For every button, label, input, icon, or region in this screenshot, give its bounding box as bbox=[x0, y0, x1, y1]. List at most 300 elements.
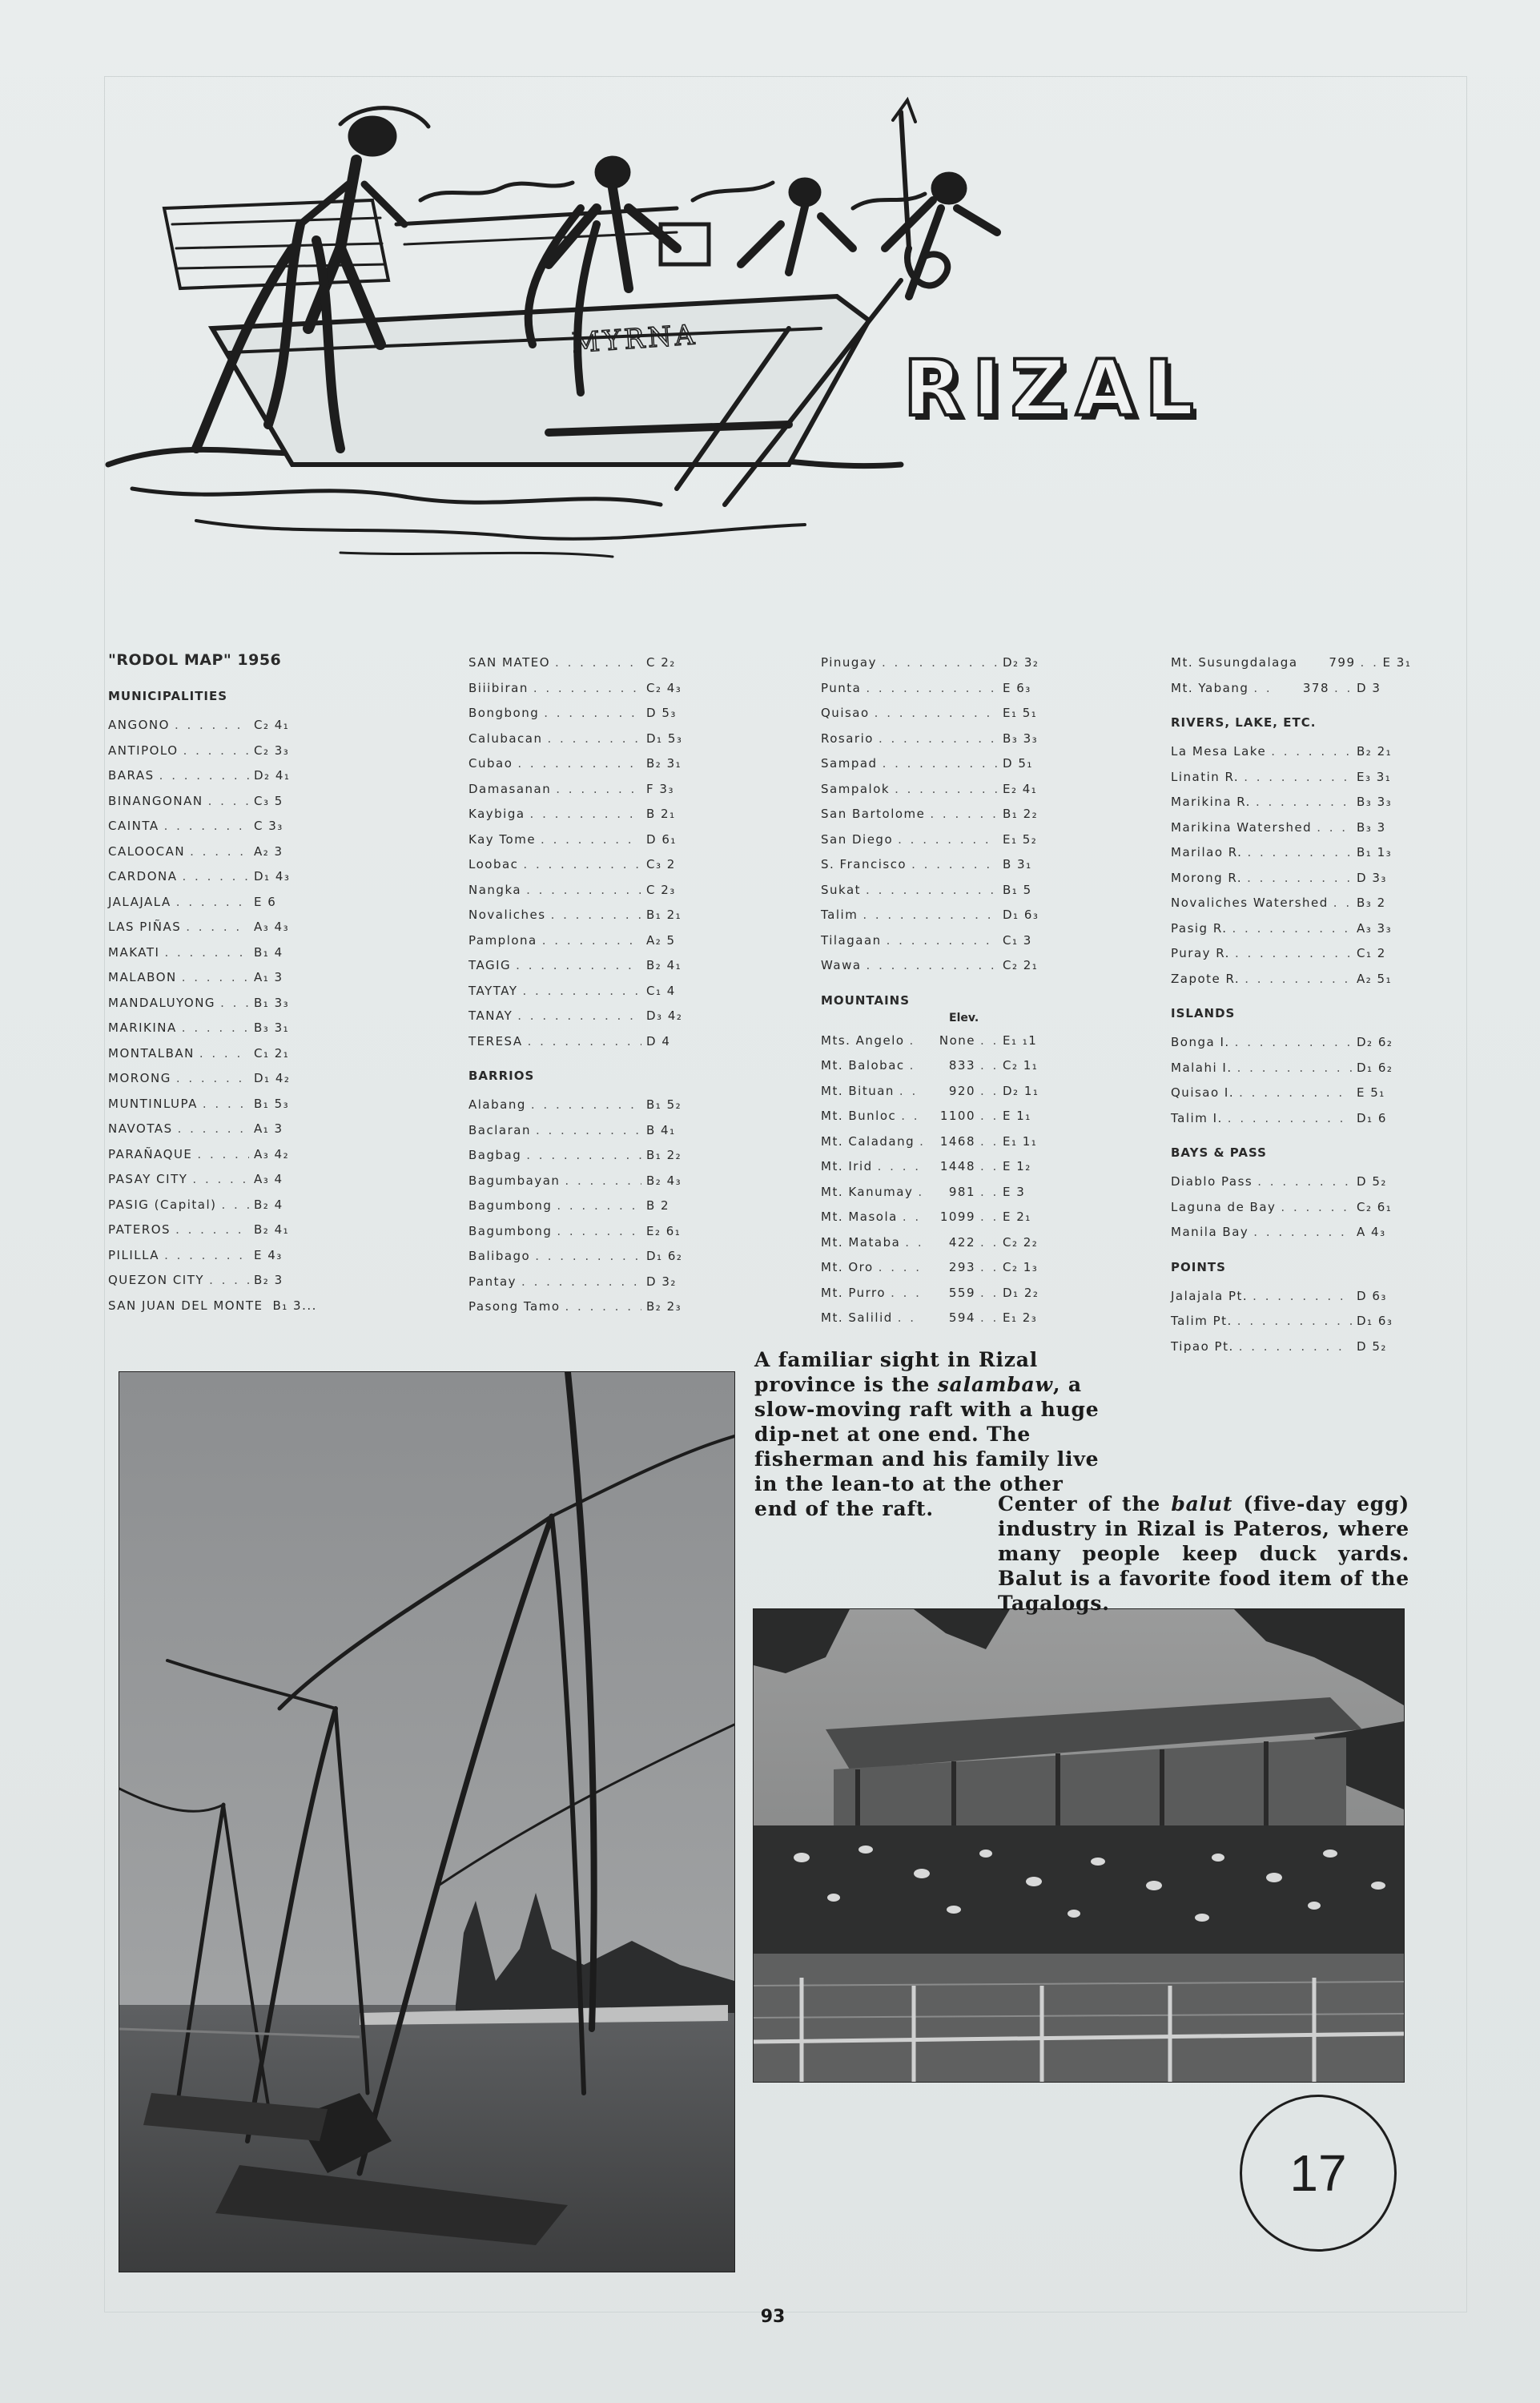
entry-name: San Diego bbox=[821, 831, 894, 847]
entry-grid-reference: D₁ 6₃ bbox=[1357, 1314, 1393, 1328]
entry-name: Tipao Pt. bbox=[1171, 1338, 1234, 1354]
entry-name: TAYTAY bbox=[468, 983, 518, 998]
entry-name: Pantay bbox=[468, 1274, 517, 1289]
leader-dots bbox=[980, 1281, 1003, 1306]
entry-name: Mt. Masola bbox=[821, 1210, 898, 1224]
entry-grid-reference: E 3₁ bbox=[1382, 655, 1412, 670]
index-entry bbox=[468, 777, 693, 803]
entry-name: Marikina Watershed bbox=[1171, 819, 1313, 835]
entry-grid-reference: B₃ 3₃ bbox=[1357, 795, 1393, 809]
entry-grid-reference: B₁ 5₂ bbox=[646, 1097, 682, 1112]
index-entry bbox=[468, 676, 693, 702]
index-entry bbox=[1171, 1195, 1403, 1221]
leader-dots bbox=[199, 1041, 249, 1067]
elevation-header: Elev. bbox=[949, 1011, 979, 1024]
leader-dots bbox=[182, 965, 249, 991]
caption-1-text-a: A familiar sight in Rizal province is the bbox=[754, 1348, 1039, 1396]
leader-dots bbox=[1271, 739, 1352, 765]
entry-name: BARAS bbox=[108, 768, 155, 783]
index-entry bbox=[1171, 815, 1403, 841]
entry-name: Wawa bbox=[821, 958, 862, 972]
entry-name: Bagumbong bbox=[468, 1223, 553, 1238]
leader-dots bbox=[901, 1104, 923, 1129]
index-entry bbox=[108, 1041, 300, 1067]
entry-name: Marilao R. bbox=[1171, 845, 1243, 859]
entry-grid-reference: C₂ 2₂ bbox=[1003, 1234, 1039, 1250]
index-entry bbox=[108, 864, 300, 890]
entry-elevation: 1100 bbox=[939, 1109, 975, 1123]
index-entry bbox=[108, 1294, 317, 1319]
entry-grid-reference: D₂ 4₁ bbox=[254, 768, 291, 783]
entry-name: Pasig R. bbox=[1171, 920, 1228, 936]
index-entry bbox=[821, 1281, 1049, 1306]
index-entry bbox=[821, 676, 1049, 702]
leader-dots bbox=[565, 1294, 641, 1320]
salambaw-photo bbox=[119, 1371, 735, 2272]
leader-dots bbox=[526, 1143, 641, 1169]
index-entry bbox=[1171, 1309, 1403, 1334]
leader-dots bbox=[980, 1154, 1003, 1180]
entry-name: Mt. Mataba bbox=[821, 1234, 901, 1250]
leader-dots bbox=[221, 1193, 249, 1218]
entry-grid-reference: B₂ 4₁ bbox=[254, 1222, 290, 1237]
index-entry bbox=[1171, 1081, 1403, 1106]
section-heading-points: POINTS bbox=[1171, 1259, 1226, 1274]
leader-dots bbox=[203, 1092, 249, 1117]
leader-dots bbox=[517, 751, 641, 777]
entry-grid-reference: C₂ 4₁ bbox=[254, 718, 290, 732]
index-entry bbox=[821, 1154, 1049, 1180]
index-entry bbox=[821, 1028, 1049, 1054]
entry-grid-reference: B₂ 3 bbox=[254, 1273, 283, 1287]
index-entry bbox=[468, 1029, 693, 1055]
index-entry bbox=[1171, 840, 1403, 866]
leader-dots bbox=[541, 827, 641, 853]
index-entry bbox=[468, 878, 693, 904]
leader-dots bbox=[1228, 1106, 1352, 1132]
index-entry bbox=[821, 878, 1049, 904]
entry-elevation: 422 bbox=[948, 1234, 975, 1250]
leader-dots bbox=[1237, 1309, 1352, 1334]
entry-grid-reference: B₂ 4 bbox=[254, 1197, 283, 1212]
entry-name: SAN JUAN DEL MONTE bbox=[108, 1298, 263, 1313]
mountains-list-continued bbox=[1171, 650, 1412, 701]
entry-grid-reference: C₁ 3 bbox=[1003, 932, 1032, 948]
entry-name: PILILLA bbox=[108, 1247, 160, 1262]
index-entry bbox=[468, 1118, 693, 1144]
entry-elevation: 293 bbox=[948, 1260, 975, 1274]
index-entry bbox=[468, 701, 693, 727]
barrios-list bbox=[468, 1093, 693, 1320]
entry-grid-reference: B₁ 5 bbox=[1003, 882, 1032, 897]
leader-dots bbox=[175, 1218, 249, 1243]
index-column-3 bbox=[821, 650, 1049, 1331]
entry-grid-reference: B 2₁ bbox=[646, 807, 676, 821]
entry-name: SAN MATEO bbox=[468, 655, 551, 670]
index-entry bbox=[821, 777, 1049, 803]
leader-dots bbox=[197, 1142, 249, 1168]
entry-name: LAS PIÑAS bbox=[108, 920, 182, 934]
leader-dots bbox=[910, 1053, 923, 1079]
entry-name: Bagbag bbox=[468, 1148, 522, 1162]
index-entry bbox=[468, 1093, 693, 1118]
entry-name: Marikina R. bbox=[1171, 795, 1251, 809]
leader-dots bbox=[1244, 967, 1352, 992]
index-entry bbox=[1171, 739, 1403, 765]
index-entry bbox=[1171, 650, 1412, 676]
entry-grid-reference: C₂ 6₁ bbox=[1357, 1199, 1393, 1214]
leader-dots bbox=[1239, 1081, 1352, 1106]
entry-elevation: 594 bbox=[948, 1310, 975, 1325]
entry-name: Baclaran bbox=[468, 1122, 531, 1137]
leader-dots bbox=[159, 763, 249, 789]
leader-dots bbox=[980, 1230, 1003, 1256]
entry-name: Cubao bbox=[468, 756, 513, 771]
entry-name: Jalajala Pt. bbox=[1171, 1288, 1248, 1303]
entry-name: Malahi I. bbox=[1171, 1060, 1232, 1075]
entry-grid-reference: D 3 bbox=[1357, 680, 1381, 695]
index-entry bbox=[108, 915, 300, 940]
leader-dots bbox=[208, 789, 249, 815]
entry-grid-reference: B₂ 4₃ bbox=[646, 1173, 682, 1188]
leader-dots bbox=[533, 676, 641, 702]
leader-dots bbox=[192, 1167, 249, 1193]
leader-dots bbox=[930, 802, 998, 827]
index-entry bbox=[468, 751, 693, 777]
entry-name: Manila Bay bbox=[1171, 1225, 1249, 1239]
leader-dots bbox=[164, 940, 249, 966]
index-entry bbox=[821, 1255, 1049, 1281]
entry-grid-reference: D 6₁ bbox=[646, 831, 677, 847]
map-title: "RODOL MAP" 1956 bbox=[108, 651, 282, 669]
entry-elevation: 1448 bbox=[939, 1159, 975, 1173]
entry-grid-reference: D₁ 4₂ bbox=[254, 1071, 291, 1085]
entry-name: Talim I. bbox=[1171, 1110, 1223, 1125]
entry-grid-reference: E₁ 1₁ bbox=[1003, 1133, 1038, 1149]
index-entry bbox=[468, 928, 693, 954]
entry-grid-reference: D₂ 1₁ bbox=[1003, 1083, 1039, 1098]
entry-elevation: 378 bbox=[1302, 680, 1329, 695]
leader-dots bbox=[1237, 1056, 1352, 1081]
leader-dots bbox=[526, 878, 641, 904]
entry-grid-reference: C₂ 3₃ bbox=[254, 743, 290, 758]
entry-grid-reference: B₁ 1₃ bbox=[1357, 845, 1393, 859]
section-heading-barrios: BARRIOS bbox=[468, 1069, 535, 1083]
entry-name: Mt. Bunloc bbox=[821, 1109, 897, 1123]
entry-name: Rosario bbox=[821, 731, 874, 746]
leader-dots bbox=[883, 751, 998, 777]
entry-name: MARIKINA bbox=[108, 1020, 177, 1035]
index-entry bbox=[468, 1169, 693, 1194]
entry-grid-reference: B₁ 2₂ bbox=[646, 1148, 682, 1162]
index-entry bbox=[108, 763, 300, 789]
index-column-1 bbox=[108, 650, 317, 1318]
entry-grid-reference: B₃ 3₁ bbox=[254, 1020, 290, 1035]
leader-dots bbox=[879, 727, 998, 752]
index-entry bbox=[108, 1016, 300, 1041]
entry-name: NAVOTAS bbox=[108, 1121, 173, 1136]
index-entry bbox=[1171, 916, 1403, 942]
index-entry bbox=[1171, 1106, 1403, 1132]
entry-grid-reference: D₁ 4₃ bbox=[254, 869, 291, 884]
leader-dots bbox=[557, 1219, 641, 1245]
section-heading-islands: ISLANDS bbox=[1171, 1006, 1236, 1020]
entry-elevation: 799 bbox=[1329, 655, 1356, 670]
entry-name: Damasanan bbox=[468, 781, 552, 796]
caption-balut bbox=[998, 1491, 1409, 1616]
entry-grid-reference: E 4₃ bbox=[254, 1247, 283, 1262]
entry-name: Quisao bbox=[821, 706, 870, 720]
entry-name: ANTIPOLO bbox=[108, 743, 179, 758]
index-entry bbox=[468, 1270, 693, 1295]
entry-grid-reference: C 2₃ bbox=[646, 882, 676, 897]
caption-2-text-b: (five-day egg) industry in Rizal is Pateros, where many people keep duck yards. Balut is a favorite food item of the Tagalogs. bbox=[998, 1492, 1409, 1615]
entry-grid-reference: B 3₁ bbox=[1003, 857, 1032, 871]
leader-dots bbox=[190, 839, 249, 865]
entry-name: Bongbong bbox=[468, 706, 540, 720]
leader-dots bbox=[887, 928, 998, 954]
index-entry bbox=[821, 953, 1049, 979]
index-entry bbox=[1171, 765, 1403, 791]
leader-dots bbox=[898, 1306, 923, 1331]
entry-elevation: 920 bbox=[948, 1083, 975, 1098]
entry-name: Diablo Pass bbox=[1171, 1174, 1253, 1189]
section-heading-bays: BAYS & PASS bbox=[1171, 1145, 1267, 1160]
entry-name: CALOOCAN bbox=[108, 843, 186, 859]
leader-dots bbox=[875, 701, 998, 727]
leader-dots bbox=[918, 1180, 923, 1206]
leader-dots bbox=[565, 1169, 641, 1194]
entry-name: PASIG (Capital) bbox=[108, 1197, 217, 1212]
entry-name: Balibago bbox=[468, 1249, 531, 1263]
leader-dots bbox=[528, 1029, 641, 1055]
duck-yard-photo bbox=[753, 1608, 1405, 2083]
entry-name: Mt. Caladang bbox=[821, 1133, 915, 1149]
leader-dots bbox=[548, 727, 642, 752]
entry-name: Nangka bbox=[468, 882, 522, 897]
index-entry bbox=[468, 903, 693, 928]
entry-grid-reference: E 3 bbox=[1003, 1184, 1026, 1199]
entry-name: S. Francisco bbox=[821, 857, 907, 871]
index-entry bbox=[108, 814, 300, 839]
index-entry bbox=[821, 751, 1049, 777]
entry-name: Pamplona bbox=[468, 932, 537, 948]
leader-dots bbox=[517, 1004, 641, 1029]
region-number-badge: 17 bbox=[1240, 2095, 1397, 2252]
index-entry bbox=[468, 979, 693, 1004]
entry-grid-reference: A₃ 3₃ bbox=[1357, 920, 1393, 936]
entry-name: Kay Tome bbox=[468, 831, 537, 847]
entry-grid-reference: A₃ 4 bbox=[254, 1172, 283, 1186]
entry-name: Alabang bbox=[468, 1097, 526, 1112]
bays-list bbox=[1171, 1169, 1403, 1246]
leader-dots bbox=[1253, 676, 1277, 702]
leader-dots bbox=[980, 1079, 1003, 1105]
leader-dots bbox=[164, 1243, 249, 1269]
entry-grid-reference: C₁ 4 bbox=[646, 983, 676, 998]
leader-dots bbox=[1239, 1334, 1352, 1360]
section-heading-rivers: RIVERS, LAKE, ETC. bbox=[1171, 715, 1317, 730]
leader-dots bbox=[1235, 1030, 1352, 1056]
index-entry bbox=[468, 727, 693, 752]
entry-grid-reference: A₂ 5 bbox=[646, 932, 676, 948]
leader-dots bbox=[980, 1028, 1003, 1054]
entry-grid-reference: E₁ 5₁ bbox=[1003, 706, 1038, 720]
municipalities-list-continued bbox=[468, 650, 693, 1054]
entry-grid-reference: D 3₂ bbox=[646, 1274, 677, 1289]
islands-list bbox=[1171, 1030, 1403, 1131]
leader-dots bbox=[980, 1104, 1003, 1129]
entry-elevation: 559 bbox=[948, 1285, 975, 1300]
entry-name: Punta bbox=[821, 680, 862, 695]
entry-grid-reference: B₁ 2₂ bbox=[1003, 807, 1039, 821]
points-list bbox=[1171, 1284, 1403, 1360]
index-entry bbox=[821, 1104, 1049, 1129]
entry-name: Bonga I. bbox=[1171, 1035, 1230, 1049]
leader-dots bbox=[178, 1117, 249, 1142]
leader-dots bbox=[521, 1270, 641, 1295]
leader-dots bbox=[911, 852, 998, 878]
boat-name: MYRNA bbox=[570, 319, 699, 360]
entry-grid-reference: D₃ 4₂ bbox=[646, 1008, 683, 1023]
entry-grid-reference: B 4₁ bbox=[646, 1122, 676, 1137]
leader-dots bbox=[980, 1053, 1003, 1079]
leader-dots bbox=[1247, 866, 1352, 892]
entry-grid-reference: B₁ 3... bbox=[272, 1298, 317, 1313]
entry-name: TAGIG bbox=[468, 958, 512, 972]
leader-dots bbox=[523, 852, 641, 878]
index-entry bbox=[468, 852, 693, 878]
entry-name: MORONG bbox=[108, 1071, 171, 1085]
index-entry bbox=[821, 1306, 1049, 1331]
index-entry bbox=[468, 650, 693, 676]
entry-grid-reference: D 5₃ bbox=[646, 706, 677, 720]
leader-dots bbox=[919, 1129, 923, 1155]
entry-name: Talim Pt. bbox=[1171, 1314, 1232, 1328]
entry-grid-reference: E₁ 2₃ bbox=[1003, 1310, 1038, 1325]
entry-elevation: 1468 bbox=[939, 1133, 975, 1149]
entry-grid-reference: D₁ 6₂ bbox=[1357, 1060, 1393, 1075]
entry-grid-reference: C₃ 5 bbox=[254, 793, 283, 808]
index-entry bbox=[1171, 1334, 1403, 1360]
page-number: 93 bbox=[760, 2307, 786, 2327]
entry-name: BINANGONAN bbox=[108, 793, 203, 808]
leader-dots bbox=[186, 915, 249, 940]
index-entry bbox=[108, 739, 300, 764]
caption-2-text-a: Center of the bbox=[998, 1492, 1172, 1515]
entry-name: MUNTINLUPA bbox=[108, 1096, 198, 1111]
caption-1-emphasis: salambaw bbox=[937, 1373, 1053, 1396]
index-entry bbox=[821, 1180, 1049, 1206]
leader-dots bbox=[551, 903, 641, 928]
mountains-list bbox=[821, 1028, 1049, 1331]
index-entry bbox=[1171, 891, 1403, 916]
index-entry bbox=[821, 903, 1049, 928]
entry-grid-reference: B₂ 3₁ bbox=[646, 756, 682, 771]
index-entry bbox=[468, 1193, 693, 1219]
leader-dots bbox=[910, 1028, 923, 1054]
leader-dots bbox=[183, 864, 250, 890]
index-entry bbox=[1171, 1030, 1403, 1056]
entry-name: Novaliches bbox=[468, 908, 546, 922]
entry-grid-reference: A₂ 3 bbox=[254, 843, 283, 859]
leader-dots bbox=[523, 979, 641, 1004]
leader-dots bbox=[535, 1244, 641, 1270]
leader-dots bbox=[1253, 1284, 1352, 1310]
index-entry bbox=[821, 650, 1049, 676]
index-entry bbox=[108, 1193, 300, 1218]
entry-name: San Bartolome bbox=[821, 807, 926, 821]
leader-dots bbox=[1361, 650, 1383, 676]
leader-dots bbox=[980, 1129, 1003, 1155]
entry-name: CARDONA bbox=[108, 869, 178, 884]
index-entry bbox=[468, 1143, 693, 1169]
entry-name: Mt. Purro bbox=[821, 1285, 887, 1300]
entry-name: Laguna de Bay bbox=[1171, 1199, 1277, 1214]
leader-dots bbox=[556, 777, 641, 803]
index-entry bbox=[1171, 1169, 1403, 1195]
entry-name: Sukat bbox=[821, 882, 862, 897]
leader-dots bbox=[867, 953, 998, 979]
entry-grid-reference: B₃ 2 bbox=[1357, 896, 1386, 910]
index-entry bbox=[108, 1117, 300, 1142]
entry-name: Linatin R. bbox=[1171, 769, 1240, 784]
leader-dots bbox=[557, 1193, 641, 1219]
entry-grid-reference: E 1₂ bbox=[1003, 1159, 1031, 1173]
entry-name: MANDALUYONG bbox=[108, 995, 216, 1010]
leader-dots bbox=[1253, 1220, 1352, 1246]
index-entry bbox=[821, 852, 1049, 878]
index-entry bbox=[1171, 941, 1403, 967]
entry-name: Mt. Balobac bbox=[821, 1058, 905, 1073]
index-entry bbox=[1171, 866, 1403, 892]
index-entry bbox=[108, 1092, 300, 1117]
leader-dots bbox=[882, 650, 998, 676]
entry-grid-reference: D 5₂ bbox=[1357, 1338, 1387, 1354]
entry-grid-reference: C 3₃ bbox=[254, 819, 283, 833]
entry-grid-reference: E 2₁ bbox=[1003, 1210, 1031, 1224]
leader-dots bbox=[1281, 1195, 1352, 1221]
index-column-4 bbox=[1171, 650, 1412, 1359]
index-entry bbox=[821, 727, 1049, 752]
entry-grid-reference: A₃ 4₂ bbox=[254, 1146, 290, 1161]
index-entry bbox=[108, 1066, 300, 1092]
entry-grid-reference: A₂ 5₁ bbox=[1357, 971, 1393, 986]
index-entry bbox=[108, 1218, 300, 1243]
entry-grid-reference: D 5₂ bbox=[1357, 1174, 1387, 1189]
leader-dots bbox=[1247, 840, 1352, 866]
index-entry bbox=[108, 991, 300, 1016]
entry-name: QUEZON CITY bbox=[108, 1273, 205, 1287]
entry-grid-reference: C₂ 1₃ bbox=[1003, 1260, 1039, 1274]
leader-dots bbox=[209, 1268, 249, 1294]
entry-grid-reference: A₃ 4₃ bbox=[254, 920, 290, 934]
leader-dots bbox=[903, 1205, 923, 1230]
entry-grid-reference: B₁ 5₃ bbox=[254, 1096, 290, 1111]
entry-name: Mts. Angelo bbox=[821, 1032, 905, 1048]
entry-grid-reference: B₂ 4₁ bbox=[646, 958, 682, 972]
entry-name: Loobac bbox=[468, 857, 519, 871]
entry-name: ANGONO bbox=[108, 718, 170, 732]
leader-dots bbox=[899, 1079, 923, 1105]
entry-grid-reference: B 2 bbox=[646, 1198, 670, 1213]
entry-grid-reference: D₁ 6₃ bbox=[1003, 908, 1039, 922]
index-entry bbox=[108, 713, 300, 739]
leader-dots bbox=[879, 1255, 923, 1281]
entry-grid-reference: E₃ 3₁ bbox=[1357, 769, 1392, 784]
leader-dots bbox=[898, 827, 998, 853]
leader-dots bbox=[980, 1205, 1003, 1230]
